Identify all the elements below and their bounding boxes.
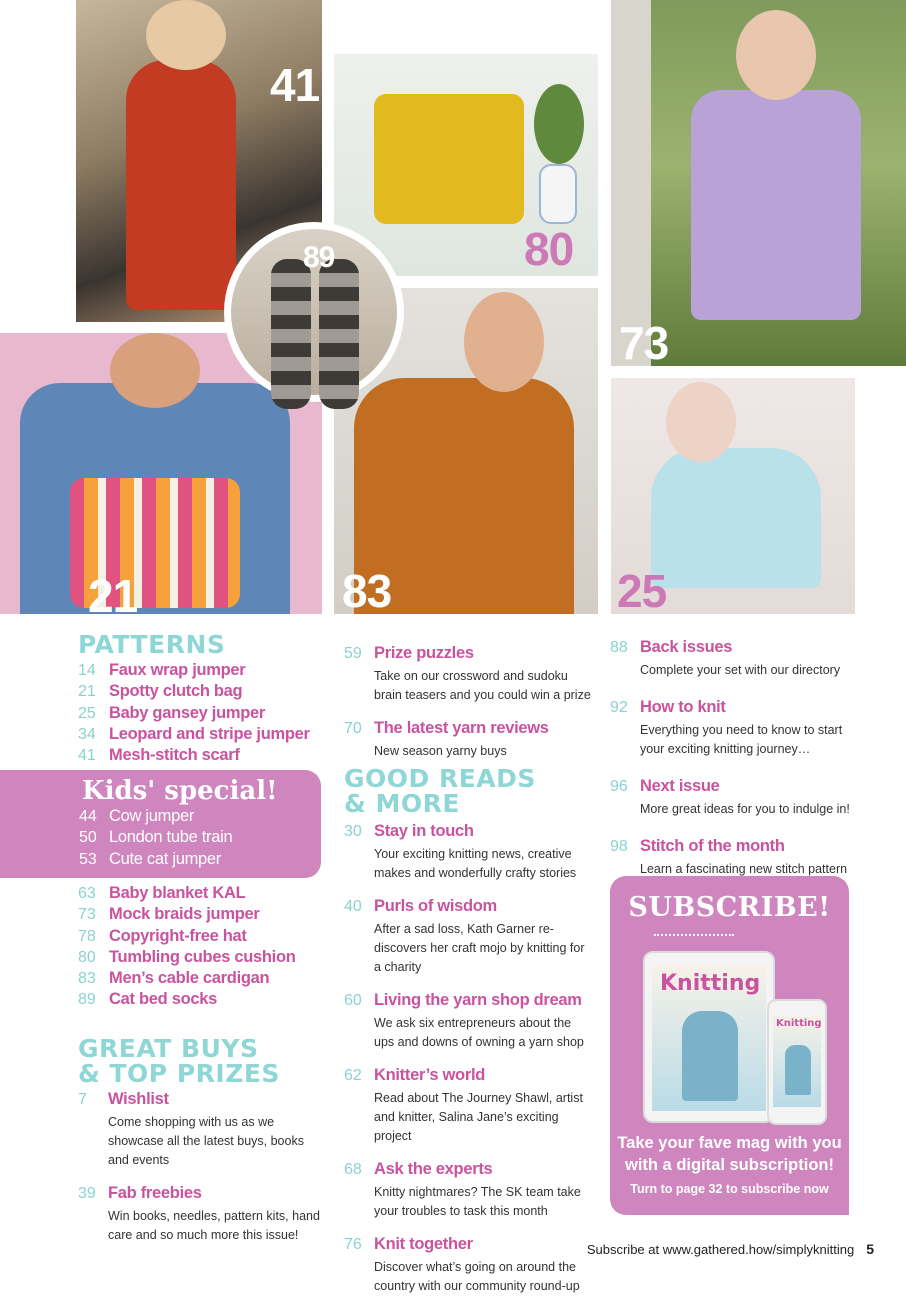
good-reads-heading-line2: & MORE — [344, 789, 460, 818]
good-reads-section — [344, 766, 594, 1310]
decorative-divider — [654, 934, 734, 940]
great-buys-section — [78, 1036, 328, 1259]
face-shape — [464, 292, 544, 392]
list-item[interactable]: 83 Men’s cable cardigan — [78, 969, 270, 988]
page-footer — [587, 1241, 874, 1257]
kids-special-box — [0, 770, 321, 878]
col3-list — [610, 638, 860, 893]
magazine-cover-image — [652, 965, 766, 1111]
list-item[interactable]: 63 Baby blanket KAL — [78, 884, 246, 902]
sock-shape — [319, 259, 359, 409]
list-item[interactable]: 39 Fab freebies Win books, needles, pattern kits, hand care and so much more this issue! — [78, 1184, 320, 1242]
magazine-logo: Knitting — [660, 971, 761, 996]
list-item[interactable]: 73 Mock braids jumper — [78, 905, 260, 924]
list-item[interactable]: 80 Tumbling cubes cushion — [78, 947, 296, 966]
col2-top-list — [344, 644, 594, 775]
photo-baby-gansey — [611, 378, 855, 617]
subscribe-heading: SUBSCRIBE! — [628, 892, 831, 923]
list-item[interactable]: 44 Cow jumper — [79, 807, 195, 825]
list-item[interactable]: 68 Ask the experts Knitty nightmares? The SK team take your troubles to task this month — [344, 1160, 581, 1218]
great-buys-heading-line2: & TOP PRIZES — [78, 1059, 280, 1088]
subscribe-text: Take your fave mag with you with a digital subscription! — [617, 1134, 842, 1174]
photo-cushion — [334, 54, 598, 276]
page-number-label: 83 — [342, 565, 392, 617]
subscribe-cta[interactable]: Turn to page 32 to subscribe now — [630, 1182, 829, 1196]
tablet-image — [643, 951, 775, 1123]
patterns-heading: PATTERNS — [78, 630, 226, 659]
page-number-label: 21 — [88, 570, 138, 622]
list-item[interactable]: 70 The latest yarn reviews New season yarny buys — [344, 719, 549, 758]
vase-shape — [539, 164, 577, 224]
baby-jumper-shape — [651, 448, 821, 588]
list-item[interactable]: 98 Stitch of the month Learn a fascinating new stitch pattern — [610, 837, 848, 876]
great-buys-heading-line1: GREAT BUYS — [78, 1034, 259, 1063]
list-item[interactable]: 59 Prize puzzles Take on our crossword and sudoku brain teasers and you could win a prize — [344, 644, 591, 702]
list-item[interactable]: 25 Baby gansey jumper — [78, 703, 265, 722]
sock-shape — [271, 259, 311, 409]
subscribe-panel[interactable] — [610, 876, 849, 1215]
page-number: 5 — [866, 1241, 874, 1257]
jumper-shape — [691, 90, 861, 320]
list-item[interactable]: 14 Faux wrap jumper — [78, 661, 246, 679]
kids-special-heading: Kids' special! — [82, 776, 278, 806]
page-number-label: 89 — [303, 241, 335, 274]
page-number-label: 73 — [619, 317, 669, 369]
face-shape — [146, 0, 226, 70]
list-item[interactable]: 76 Knit together Discover what’s going on around the country with our community round-up — [344, 1235, 580, 1293]
page-number-label: 41 — [270, 59, 320, 111]
list-item[interactable]: 60 Living the yarn shop dream We ask six entrepreneurs about the ups and downs of owning a yarn shop — [344, 991, 584, 1049]
page-number-label: 25 — [617, 565, 667, 617]
face-shape — [666, 382, 736, 462]
scarf-shape — [126, 60, 236, 310]
list-item[interactable]: 21 Spotty clutch bag — [78, 682, 243, 701]
list-item[interactable]: 7 Wishlist Come shopping with us as we showcase all the latest buys, books and events — [78, 1090, 304, 1167]
list-item[interactable]: 62 Knitter’s world Read about The Journey Shawl, artist and knitter, Salina Jane’s exciting project — [344, 1066, 583, 1143]
magazine-cover-image — [773, 1015, 821, 1107]
list-item[interactable]: 96 Next issue More great ideas for you to indulge in! — [610, 777, 850, 816]
list-item[interactable]: 40 Purls of wisdom After a sad loss, Kath Garner re-discovers her craft mojo by knitting for a charity — [344, 897, 585, 974]
list-item[interactable]: 53 Cute cat jumper — [79, 849, 221, 868]
photo-jumper-woman — [611, 0, 906, 369]
list-item[interactable]: 30 Stay in touch Your exciting knitting news, creative makes and wonderfully crafty stories — [344, 822, 577, 880]
footer-subscribe-link[interactable]: Subscribe at www.gathered.how/simplyknitting — [586, 1242, 855, 1257]
list-item[interactable]: 92 How to knit Everything you need to know to start your exciting knitting journey… — [610, 698, 843, 756]
tree-trunk-shape — [611, 0, 651, 366]
patterns-section — [78, 632, 310, 767]
good-reads-heading-line1: GOOD READS — [344, 764, 536, 793]
magazine-logo: Knitting — [776, 1018, 822, 1029]
patterns-more-list — [78, 884, 296, 1012]
phone-image — [767, 999, 827, 1125]
list-item[interactable]: 34 Leopard and stripe jumper — [78, 724, 310, 743]
cushion-shape — [374, 94, 524, 224]
cover-model-shape — [785, 1045, 811, 1095]
list-item[interactable]: 78 Copyright-free hat — [78, 926, 247, 945]
cover-model-shape — [682, 1011, 738, 1101]
list-item[interactable]: 50 London tube train — [79, 828, 233, 847]
list-item[interactable]: 41 Mesh-stitch scarf — [78, 746, 240, 765]
list-item[interactable]: 89 Cat bed socks — [78, 990, 217, 1009]
face-shape — [110, 333, 200, 408]
plant-shape — [534, 84, 584, 164]
list-item[interactable]: 88 Back issues Complete your set with our directory — [610, 638, 841, 677]
photo-socks-circle — [224, 222, 404, 402]
face-shape — [736, 10, 816, 100]
page-number-label: 80 — [524, 223, 574, 275]
